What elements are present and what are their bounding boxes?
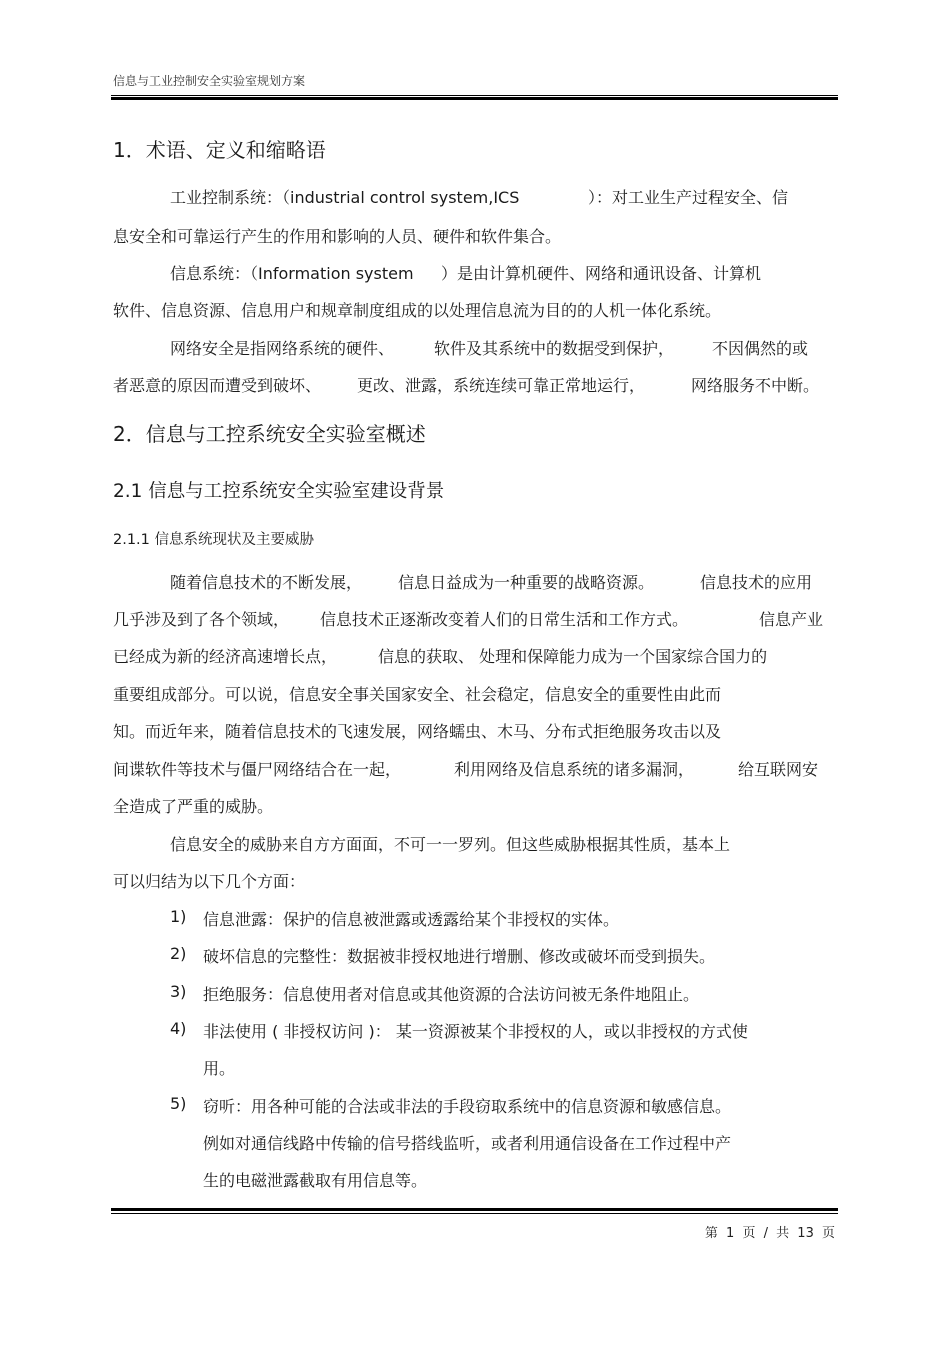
section-1-title: 1．术语、定义和缩略语 [113,138,326,162]
p4-line2b: 信息技术正逐渐改变着人们的日常生活和工作方式。 [320,610,689,629]
page-label-2: 页 [742,1226,756,1241]
header-rule-thick [111,97,838,100]
p5-line1: 信息安全的威胁来自方方面面，不可一一罗列。但这些威胁根据其性质，基本上 [170,835,731,854]
s1-p3-line1b: 软件及其系统中的数据受到保护， [434,339,675,358]
p5-line2: 可以归结为以下几个方面： [113,872,306,891]
list-item-5-num: 5) [170,1094,187,1113]
list-item-4-line1: 非法使用 ( 非授权访问 )： 某一资源被某个非授权的人，或以非授权的方式使 [203,1022,748,1041]
page-label-3: 页 [821,1226,835,1241]
s1-p3-line1c: 不因偶然的或 [712,339,809,358]
footer-rule-thin [111,1213,838,1214]
s1-p2-line1b: ）是由计算机硬件、网络和通讯设备、计算机 [441,264,762,283]
p4-line3a: 已经成为新的经济高速增长点， [113,647,338,666]
s1-p3-line2a: 者恶意的原因而遭受到破坏、 [113,376,322,395]
s1-p3-line2c: 网络服务不中断。 [691,376,820,395]
p4-line4: 重要组成部分。可以说，信息安全事关国家安全、社会稳定，信息安全的重要性由此而 [113,685,722,704]
p4-line1b: 信息日益成为一种重要的战略资源。 [398,573,655,592]
p4-line6a: 间谍软件等技术与僵尸网络结合在一起， [113,760,402,779]
list-item-4-num: 4) [170,1019,187,1038]
p4-line6c: 给互联网安 [738,760,819,779]
section-2-1-title: 2.1 信息与工控系统安全实验室建设背景 [113,481,445,502]
page-number [703,1222,837,1241]
total-label: 共 [776,1226,790,1241]
s1-p3-line1a: 网络安全是指网络系统的硬件、 [170,339,395,358]
header-title: 信息与工业控制安全实验室规划方案 [113,74,306,88]
p4-line7: 全造成了严重的威胁。 [113,797,274,816]
list-item-4-line2: 用。 [203,1059,236,1078]
s1-p3-line2b: 更改、泄露，系统连续可靠正常地运行， [357,376,646,395]
header-rule-thin [111,95,838,96]
list-item-3-line1: 拒绝服务：信息使用者对信息或其他资源的合法访问被无条件地阻止。 [203,985,700,1004]
s1-p2-line2: 软件、信息资源、信息用户和规章制度组成的以处理信息流为目的的人机一体化系统。 [113,301,722,320]
s1-p2-line1a: 信息系统：（Information system [170,264,414,283]
p4-line6b: 利用网络及信息系统的诸多漏洞， [454,760,695,779]
list-item-2-num: 2) [170,944,187,963]
p4-line3b: 信息的获取、 处理和保障能力成为一个国家综合国力的 [378,647,768,666]
p4-line1a: 随着信息技术的不断发展， [170,573,363,592]
p4-line2c: 信息产业 [759,610,824,629]
total-pages: 13 [797,1226,814,1241]
list-item-2-line1: 破坏信息的完整性：数据被非授权地进行增删、修改或破坏而受到损失。 [203,947,716,966]
section-2-1-1-title: 2.1.1 信息系统现状及主要威胁 [113,532,315,548]
list-item-5-line2: 例如对通信线路中传输的信号搭线监听，或者利用通信设备在工作过程中产 [203,1134,732,1153]
page-num: 1 [726,1226,735,1241]
page-label-1: 第 [704,1226,718,1241]
s1-p1-line1a: 工业控制系统：（industrial control system,ICS [170,188,520,207]
list-item-1-line1: 信息泄露：保护的信息被泄露或透露给某个非授权的实体。 [203,910,620,929]
page-sep: / [763,1226,768,1241]
list-item-3-num: 3) [170,982,187,1001]
p4-line1c: 信息技术的应用 [700,573,813,592]
p4-line2a: 几乎涉及到了各个领域， [113,610,290,629]
list-item-5-line3: 生的电磁泄露截取有用信息等。 [203,1171,428,1190]
s1-p1-line2: 息安全和可靠运行产生的作用和影响的人员、硬件和软件集合。 [113,227,562,246]
s1-p1-line1b: ）：对工业生产过程安全、信 [588,188,789,207]
p4-line5: 知。而近年来，随着信息技术的飞速发展，网络蠕虫、木马、分布式拒绝服务攻击以及 [113,722,722,741]
list-item-1-num: 1) [170,907,187,926]
footer-rule-thick [111,1208,838,1211]
section-2-title: 2．信息与工控系统安全实验室概述 [113,422,426,446]
list-item-5-line1: 窃听：用各种可能的合法或非法的手段窃取系统中的信息资源和敏感信息。 [203,1097,732,1116]
